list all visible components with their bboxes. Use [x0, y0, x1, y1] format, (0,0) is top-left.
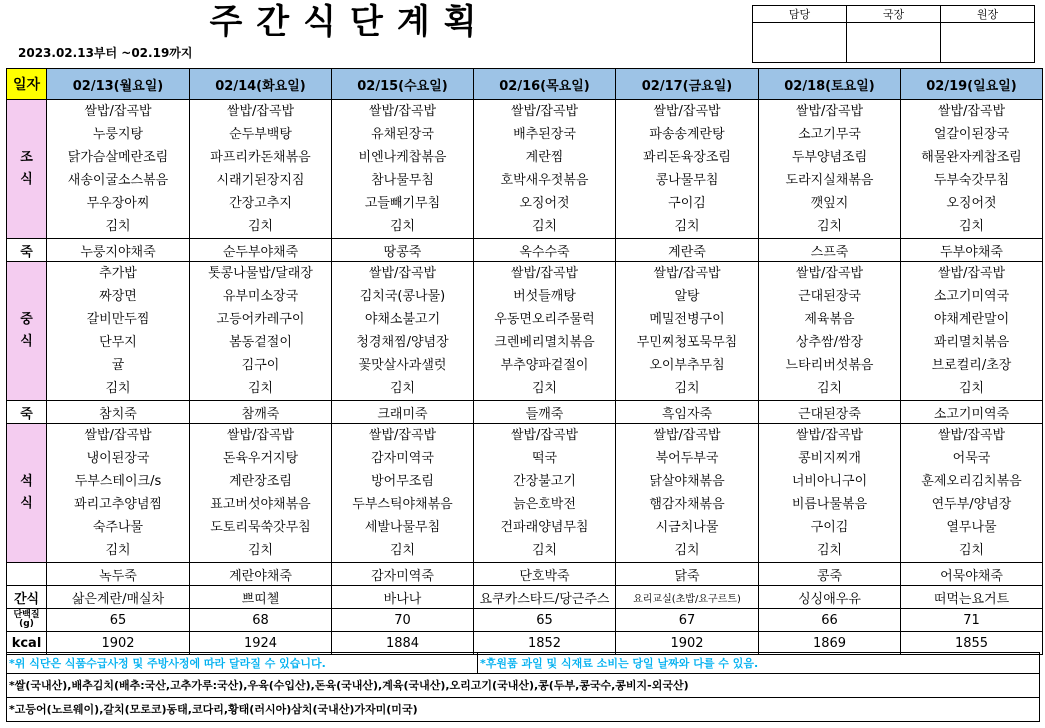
menu-item: 갈비만두찜 [86, 312, 150, 327]
menu-item: 파프리카돈채볶음 [210, 150, 311, 165]
porridge-cell: 감자미역죽 [332, 563, 474, 586]
menu-item: 김치 [958, 219, 985, 234]
menu-item: 방어무조림 [371, 474, 434, 489]
menu-item: 비름나물볶음 [791, 497, 868, 512]
snack-cell: 쁘띠첼 [190, 586, 332, 609]
menu-item: 꽃맛살사과샐럿 [358, 358, 447, 373]
menu-item: 쌀밥/잡곡밥 [368, 428, 437, 443]
menu-item: 돈육우거지탕 [222, 451, 299, 466]
porridge-cell: 크래미죽 [332, 401, 474, 424]
porridge-cell: 소고기미역죽 [901, 401, 1043, 424]
menu-item: 닭가슴살메란조림 [67, 150, 169, 165]
menu-item: 김치 [247, 543, 274, 558]
porridge-cell: 참깨죽 [190, 401, 332, 424]
menu-item: 근대된장국 [798, 289, 861, 304]
menu-item: 쌀밥/잡곡밥 [653, 104, 721, 119]
lunch-label [7, 262, 47, 401]
menu-item: 깻잎지 [810, 196, 849, 211]
lunch-row [7, 262, 1043, 401]
day-header: 02/18(토요일) [759, 69, 901, 100]
menu-item: 오징어젓 [519, 196, 570, 211]
menu-item: 봄동겉절이 [229, 335, 292, 350]
menu-item: 톳콩나물밥/달래장 [208, 266, 313, 281]
dinner-cell [332, 424, 474, 563]
protein-cell: 65 [474, 609, 616, 632]
kcal-label: kcal [7, 632, 47, 655]
porridge-label: 죽 [7, 401, 47, 424]
snack-cell: 바나나 [332, 586, 474, 609]
snack-cell: 떠먹는요거트 [901, 586, 1043, 609]
dinner-row [7, 424, 1043, 563]
porridge-cell: 어묵야채죽 [901, 563, 1043, 586]
menu-item: 짜장면 [99, 289, 137, 304]
menu-item: 쌀밥/잡곡밥 [653, 266, 721, 281]
menu-item: 고들빼기무침 [364, 196, 441, 211]
menu-item: 김치 [389, 543, 416, 558]
kcal-cell: 1902 [616, 632, 759, 655]
menu-item: 두부숙갓무침 [933, 173, 1010, 188]
menu-item: 파송송계란탕 [649, 127, 725, 142]
menu-item: 꽈리멸치볶음 [933, 335, 1010, 350]
notice-row [6, 652, 1040, 674]
kcal-cell: 1855 [901, 632, 1043, 655]
menu-item: 표고버섯야채볶음 [210, 497, 311, 512]
menu-item: 세발나물무침 [364, 520, 441, 535]
menu-item: 떡국 [531, 451, 558, 466]
menu-item: 부추양파겉절이 [500, 358, 589, 373]
porridge-cell: 스프죽 [759, 239, 901, 262]
porridge-cell: 참치죽 [47, 401, 190, 424]
menu-item: 닭살야채볶음 [649, 474, 725, 489]
lunch-label-text: 중식 [20, 312, 33, 349]
porridge-cell: 단호박죽 [474, 563, 616, 586]
menu-item: 두부스틱야채볶음 [352, 497, 453, 512]
breakfast-cell [901, 100, 1043, 239]
breakfast-label-text: 조식 [20, 150, 33, 187]
date-label: 일자 [7, 69, 47, 100]
menu-item: 얼갈이된장국 [933, 127, 1010, 142]
menu-item: 도토리묵쑥갓무침 [210, 520, 311, 535]
menu-item: 김치 [247, 381, 274, 396]
menu-item: 계란장조림 [229, 474, 292, 489]
menu-item: 김치 [958, 543, 985, 558]
menu-item: 귤 [111, 358, 125, 373]
dinner-cell [616, 424, 759, 563]
snack-row [7, 586, 1043, 609]
menu-item: 쌀밥/잡곡밥 [795, 266, 864, 281]
porridge-cell: 옥수수죽 [474, 239, 616, 262]
snack-cell: 삶은계란/매실차 [47, 586, 190, 609]
dinner-cell [759, 424, 901, 563]
menu-item: 새송이굴소스볶음 [67, 173, 169, 188]
menu-item: 쌀밥/잡곡밥 [795, 104, 864, 119]
menu-item: 김치 [247, 219, 274, 234]
menu-item: 쌀밥/잡곡밥 [937, 428, 1006, 443]
menu-item: 해물완자케찹조림 [921, 150, 1022, 165]
menu-item: 소고기미역국 [933, 289, 1010, 304]
menu-item: 두부양념조림 [791, 150, 868, 165]
dinner-label-text: 석식 [20, 474, 33, 511]
menu-item: 우동면오리주물럭 [494, 312, 595, 327]
protein-row [7, 609, 1043, 632]
menu-item: 햄감자채볶음 [649, 497, 725, 512]
lunch-cell [616, 262, 759, 401]
menu-item: 청경채찜/양념장 [356, 335, 449, 350]
menu-item: 브로컬리/초장 [931, 358, 1012, 373]
notice-left: *위 식단은 식품수급사정 및 주방사정에 따라 달라질 수 있습니다. [9, 657, 326, 670]
menu-item: 김치 [105, 219, 131, 234]
porridge-cell: 땅콩죽 [332, 239, 474, 262]
menu-item: 김치 [674, 543, 700, 558]
menu-item: 김치국(콩나물) [359, 289, 446, 304]
menu-item: 쌀밥/잡곡밥 [368, 104, 437, 119]
lunch-cell [332, 262, 474, 401]
menu-item: 호박새우젓볶음 [500, 173, 589, 188]
porridge-cell: 들깨죽 [474, 401, 616, 424]
porridge-cell: 두부야채죽 [901, 239, 1043, 262]
menu-item: 버섯들깨탕 [513, 289, 576, 304]
kcal-cell: 1884 [332, 632, 474, 655]
menu-item: 냉이된장국 [86, 451, 150, 466]
porridge-cell: 흑임자죽 [616, 401, 759, 424]
signature-cell[interactable] [753, 23, 847, 63]
dinner-porridge-row [7, 563, 1043, 586]
menu-item: 크렌베리멸치볶음 [494, 335, 595, 350]
breakfast-cell [474, 100, 616, 239]
lunch-cell [190, 262, 332, 401]
protein-cell: 67 [616, 609, 759, 632]
porridge-cell: 녹두죽 [47, 563, 190, 586]
breakfast-porridge-row [7, 239, 1043, 262]
porridge-cell: 콩죽 [759, 563, 901, 586]
menu-item: 콩비지찌개 [798, 451, 861, 466]
origin-line-1: *쌀(국내산),배추김치(배추:국산,고추가루:국산),우육(수입산),돈육(국내산),계육(국내산),오리고기(국내산),콩(두부,콩국수,콩비지-외국산) [6, 674, 1040, 698]
day-header: 02/13(월요일) [47, 69, 190, 100]
day-header: 02/17(금요일) [616, 69, 759, 100]
menu-item: 꽈리고추양념찜 [74, 497, 162, 512]
menu-item: 늙은호박전 [513, 497, 576, 512]
kcal-cell: 1924 [190, 632, 332, 655]
menu-item: 순두부백탕 [229, 127, 292, 142]
dinner-cell [47, 424, 190, 563]
menu-item: 너비아니구이 [791, 474, 868, 489]
menu-item: 김구이 [241, 358, 280, 373]
menu-item: 비엔나케찹볶음 [358, 150, 447, 165]
menu-item: 콩나물무침 [655, 173, 719, 188]
dinner-cell [901, 424, 1043, 563]
menu-item: 참나물무침 [371, 173, 434, 188]
kcal-cell: 1869 [759, 632, 901, 655]
breakfast-row [7, 100, 1043, 239]
origin-line-2: *고등어(노르웨이),갈치(모로코)동태,코다리,황태(러시아)삼치(국내산)가자미(미국) [6, 698, 1040, 722]
meal-plan-table [6, 68, 1043, 655]
porridge-cell: 근대된장죽 [759, 401, 901, 424]
signature-cell[interactable] [847, 23, 941, 63]
menu-item: 상추쌈/쌈장 [795, 335, 864, 350]
dinner-label [7, 424, 47, 563]
menu-item: 열무나물 [946, 520, 997, 535]
menu-item: 김치 [674, 381, 700, 396]
menu-item: 배추된장국 [513, 127, 576, 142]
menu-item: 김치 [531, 381, 558, 396]
menu-item: 김치 [105, 543, 131, 558]
menu-item: 연두부/양념장 [931, 497, 1012, 512]
menu-item: 야채소불고기 [364, 312, 441, 327]
menu-item: 알탕 [674, 289, 700, 304]
protein-cell: 68 [190, 609, 332, 632]
menu-item: 쌀밥/잡곡밥 [510, 266, 579, 281]
menu-item: 구이김 [810, 520, 849, 535]
menu-item: 야채계란말이 [933, 312, 1010, 327]
day-header: 02/14(화요일) [190, 69, 332, 100]
lunch-cell [759, 262, 901, 401]
menu-item: 쌀밥/잡곡밥 [510, 104, 579, 119]
menu-item: 두부스테이크/s [74, 474, 162, 489]
signature-cell[interactable] [941, 23, 1035, 63]
menu-item: 메밀전병구이 [649, 312, 725, 327]
menu-item: 간장불고기 [513, 474, 576, 489]
menu-item: 감자미역국 [371, 451, 434, 466]
menu-item: 누룽지탕 [92, 127, 144, 142]
menu-item: 유부미소장국 [222, 289, 299, 304]
lunch-cell [47, 262, 190, 401]
menu-item: 쌀밥/잡곡밥 [795, 428, 864, 443]
menu-item: 단무지 [99, 335, 137, 350]
menu-item: 시래기된장지짐 [216, 173, 305, 188]
empty-label [7, 563, 47, 586]
menu-item: 김치 [105, 381, 131, 396]
porridge-cell: 닭죽 [616, 563, 759, 586]
kcal-cell: 1902 [47, 632, 190, 655]
day-header-row [7, 69, 1043, 100]
menu-item: 도라지실채볶음 [785, 173, 874, 188]
snack-label: 간식 [7, 586, 47, 609]
menu-item: 계란찜 [525, 150, 564, 165]
menu-item: 김치 [816, 381, 843, 396]
menu-item: 훈제오리김치볶음 [921, 474, 1022, 489]
kcal-cell: 1852 [474, 632, 616, 655]
menu-item: 쌀밥/잡곡밥 [226, 428, 295, 443]
lunch-cell [901, 262, 1043, 401]
menu-item: 쌀밥/잡곡밥 [368, 266, 437, 281]
approval-label: 담당 [753, 6, 847, 23]
menu-item: 시금치나물 [655, 520, 719, 535]
menu-item: 쌀밥/잡곡밥 [84, 428, 152, 443]
menu-item: 고등어카레구이 [216, 312, 305, 327]
menu-item: 구이김 [668, 196, 706, 211]
menu-item: 쌀밥/잡곡밥 [653, 428, 721, 443]
date-range: 2023.02.13부터 ~02.19까지 [18, 46, 193, 60]
menu-item: 김치 [958, 381, 985, 396]
menu-item: 오징어젓 [946, 196, 997, 211]
menu-item: 느타리버섯볶음 [785, 358, 874, 373]
menu-item: 김치 [389, 219, 416, 234]
menu-item: 김치 [816, 219, 843, 234]
menu-item: 쌀밥/잡곡밥 [510, 428, 579, 443]
protein-cell: 70 [332, 609, 474, 632]
protein-cell: 71 [901, 609, 1043, 632]
menu-item: 무민찌청포묵무침 [636, 335, 738, 350]
breakfast-label [7, 100, 47, 239]
approval-label: 원장 [941, 6, 1035, 23]
day-header: 02/16(목요일) [474, 69, 616, 100]
menu-item: 건파래양념무침 [500, 520, 589, 535]
menu-item: 유채된장국 [371, 127, 434, 142]
approval-box [752, 5, 1035, 63]
menu-item: 쌀밥/잡곡밥 [84, 104, 152, 119]
menu-item: 김치 [531, 543, 558, 558]
menu-item: 간장고추지 [229, 196, 292, 211]
porridge-label: 죽 [7, 239, 47, 262]
menu-item: 제육볶음 [804, 312, 855, 327]
protein-cell: 65 [47, 609, 190, 632]
menu-item: 김치 [674, 219, 700, 234]
breakfast-cell [332, 100, 474, 239]
dinner-cell [474, 424, 616, 563]
menu-item: 김치 [389, 381, 416, 396]
porridge-cell: 계란야채죽 [190, 563, 332, 586]
menu-item: 소고기무국 [798, 127, 861, 142]
porridge-cell: 순두부야채죽 [190, 239, 332, 262]
day-header: 02/19(일요일) [901, 69, 1043, 100]
menu-item: 어묵국 [952, 451, 991, 466]
menu-item: 북어두부국 [655, 451, 719, 466]
lunch-porridge-row [7, 401, 1043, 424]
protein-label: 단백질(g) [7, 609, 47, 632]
snack-cell: 싱싱애우유 [759, 586, 901, 609]
menu-item: 김치 [531, 219, 558, 234]
menu-item: 추가밥 [99, 266, 137, 281]
porridge-cell: 누룽지야채죽 [47, 239, 190, 262]
lunch-cell [474, 262, 616, 401]
menu-item: 무우장아찌 [86, 196, 150, 211]
approval-label: 국장 [847, 6, 941, 23]
breakfast-cell [190, 100, 332, 239]
menu-item: 꽈리돈육장조림 [643, 150, 731, 165]
menu-item: 김치 [816, 543, 843, 558]
notice-right: *후원품 과일 및 식재료 소비는 당일 날짜와 다를 수 있음. [477, 653, 758, 674]
breakfast-cell [616, 100, 759, 239]
menu-item: 쌀밥/잡곡밥 [937, 104, 1006, 119]
breakfast-cell [759, 100, 901, 239]
breakfast-cell [47, 100, 190, 239]
menu-item: 쌀밥/잡곡밥 [937, 266, 1006, 281]
snack-cell: 요쿠카스타드/당근주스 [474, 586, 616, 609]
day-header: 02/15(수요일) [332, 69, 474, 100]
porridge-cell: 계란죽 [616, 239, 759, 262]
snack-cell: 요리교실(초밥/요구르트) [616, 586, 759, 609]
protein-cell: 66 [759, 609, 901, 632]
menu-item: 숙주나물 [92, 520, 144, 535]
menu-item: 오이부추무침 [649, 358, 725, 373]
page-title: 주간식단계획 [209, 2, 491, 42]
menu-item: 쌀밥/잡곡밥 [226, 104, 295, 119]
dinner-cell [190, 424, 332, 563]
